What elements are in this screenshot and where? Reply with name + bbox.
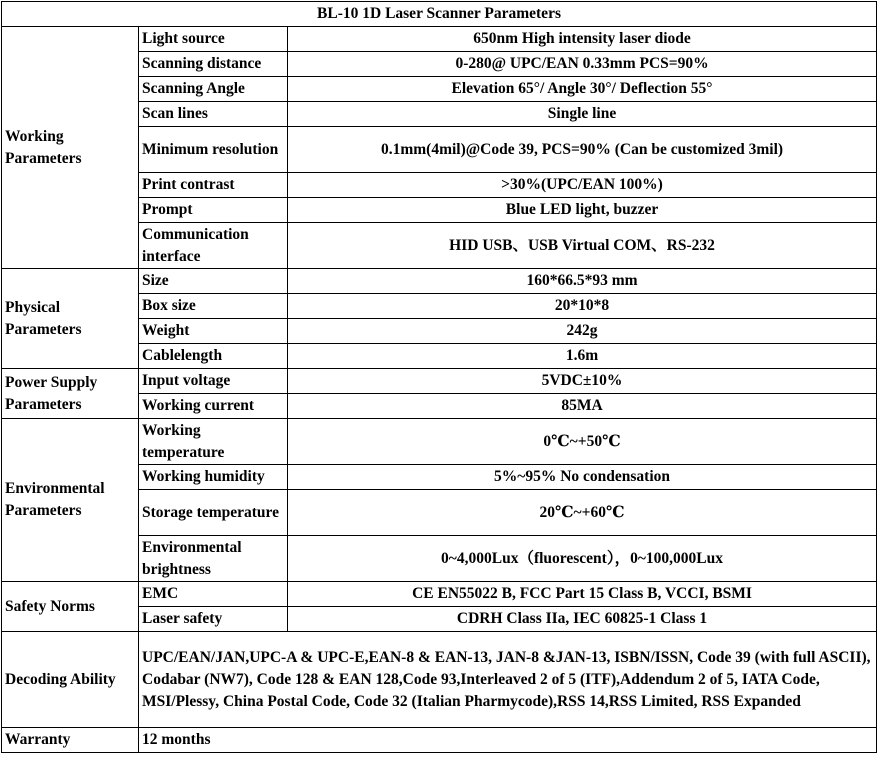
table-row xyxy=(2,369,877,394)
category-power: Power Supply Parameters xyxy=(2,369,139,419)
param-value: 0-280@ UPC/EAN 0.33mm PCS=90% xyxy=(288,52,877,77)
table-row xyxy=(2,419,877,465)
category-environmental: Environmental Parameters xyxy=(2,419,139,582)
param-label: Working current xyxy=(139,394,288,419)
param-label: Laser safety xyxy=(139,607,288,632)
param-value: Single line xyxy=(288,102,877,127)
param-value: 20℃~+60℃ xyxy=(288,490,877,536)
param-value: CDRH Class IIa, IEC 60825-1 Class 1 xyxy=(288,607,877,632)
param-label: Weight xyxy=(139,319,288,344)
param-label: Box size xyxy=(139,294,288,319)
table-row xyxy=(2,27,877,52)
category-working: Working Parameters xyxy=(2,27,139,269)
table-title: BL-10 1D Laser Scanner Parameters xyxy=(2,2,877,27)
param-label: Working humidity xyxy=(139,465,288,490)
param-label: Print contrast xyxy=(139,173,288,198)
param-value: 85MA xyxy=(288,394,877,419)
param-label: Minimum resolution xyxy=(139,127,288,173)
category-warranty: Warranty xyxy=(2,728,139,753)
param-value: 242g xyxy=(288,319,877,344)
param-value: 160*66.5*93 mm xyxy=(288,269,877,294)
param-label: Working temperature xyxy=(139,419,288,465)
param-value: 1.6m xyxy=(288,344,877,369)
param-value: 5VDC±10% xyxy=(288,369,877,394)
param-label: Scanning Angle xyxy=(139,77,288,102)
param-label: EMC xyxy=(139,582,288,607)
param-value: 5%~95% No condensation xyxy=(288,465,877,490)
param-value: Elevation 65°/ Angle 30°/ Deflection 55° xyxy=(288,77,877,102)
spec-table xyxy=(1,1,877,753)
title-row xyxy=(2,2,877,27)
param-label: Cablelength xyxy=(139,344,288,369)
param-value: Blue LED light, buzzer xyxy=(288,198,877,223)
param-label: Light source xyxy=(139,27,288,52)
param-label: Environmental brightness xyxy=(139,536,288,582)
table-row xyxy=(2,269,877,294)
warranty-value: 12 months xyxy=(139,728,877,753)
param-label: Prompt xyxy=(139,198,288,223)
table-row xyxy=(2,582,877,607)
param-value: 0~4,000Lux（fluorescent），0~100,000Lux xyxy=(288,536,877,582)
param-label: Size xyxy=(139,269,288,294)
category-safety: Safety Norms xyxy=(2,582,139,632)
param-value: 650nm High intensity laser diode xyxy=(288,27,877,52)
param-value: 0.1mm(4mil)@Code 39, PCS=90% (Can be customized 3mil) xyxy=(288,127,877,173)
param-value: >30%(UPC/EAN 100%) xyxy=(288,173,877,198)
decoding-value: UPC/EAN/JAN,UPC-A & UPC-E,EAN-8 & EAN-13, JAN-8 &JAN-13, ISBN/ISSN, Code 39 (with full ASCII), Codabar (NW7), Code 128 & EAN 128,Code 93,Interleaved 2 of 5 (ITF),Addendum 2 of 5, IATA Code, MSI/Plessy, China Postal Code, Code 32 (Italian Pharmycode),RSS 14,RSS Limited, RSS Expanded xyxy=(139,632,877,728)
param-label: Scanning distance xyxy=(139,52,288,77)
param-value: 20*10*8 xyxy=(288,294,877,319)
category-physical: Physical Parameters xyxy=(2,269,139,369)
param-label: Scan lines xyxy=(139,102,288,127)
table-row xyxy=(2,632,877,728)
param-label: Communication interface xyxy=(139,223,288,269)
param-label: Storage temperature xyxy=(139,490,288,536)
table-row xyxy=(2,728,877,753)
category-decoding: Decoding Ability xyxy=(2,632,139,728)
param-value: HID USB、USB Virtual COM、RS-232 xyxy=(288,223,877,269)
param-value: CE EN55022 B, FCC Part 15 Class B, VCCI, BSMI xyxy=(288,582,877,607)
param-value: 0℃~+50℃ xyxy=(288,419,877,465)
param-label: Input voltage xyxy=(139,369,288,394)
